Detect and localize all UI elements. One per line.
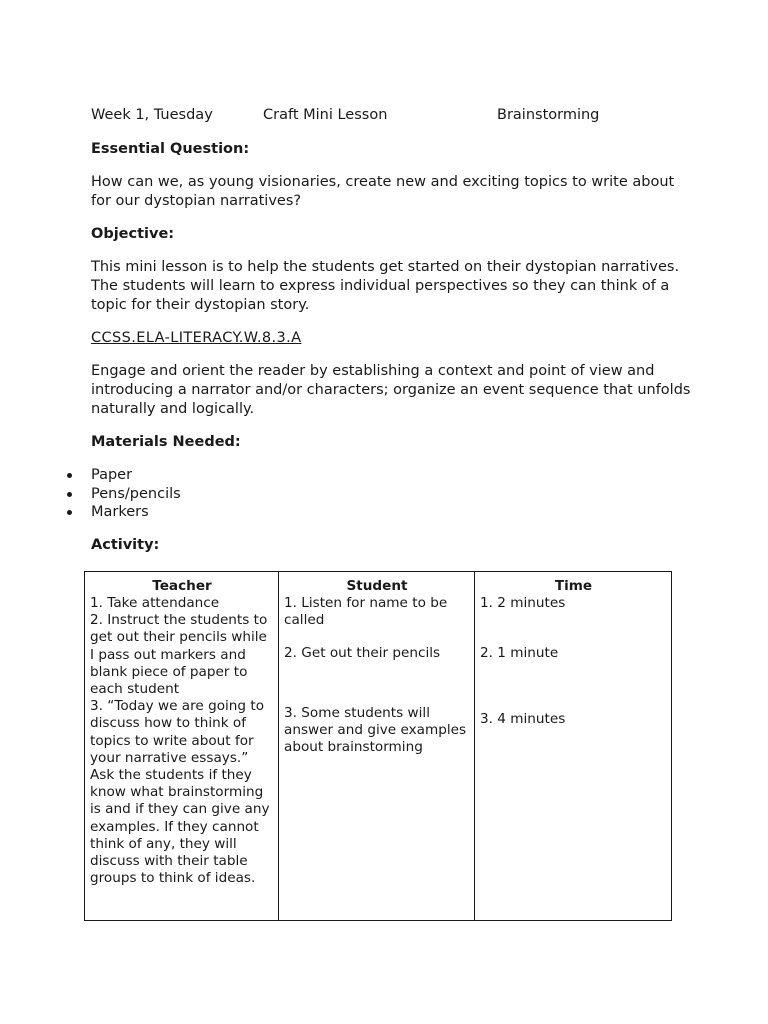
column-header-time: Time <box>475 572 672 596</box>
standard-text: Engage and orient the reader by establishing a context and point of view and introducing a narrator and/or characters; organize an event sequence that unfolds naturally and logically. <box>91 363 691 417</box>
teacher-step-2: 2. Instruct the students to get out their pencils while I pass out markers and blank piece of paper to each student <box>90 612 268 698</box>
list-item <box>91 485 691 504</box>
essential-question-heading: Essential Question: <box>91 141 250 157</box>
time-cell <box>475 595 672 921</box>
bullet-icon <box>67 510 72 515</box>
table-row <box>85 595 672 921</box>
materials-list <box>91 466 691 522</box>
standard-code-link[interactable]: CCSS.ELA-LITERACY.W.8.3.A <box>91 330 302 346</box>
student-step-2: 2. Get out their pencils <box>284 645 441 662</box>
lesson-week: Week 1, Tuesday <box>91 107 213 123</box>
column-header-student: Student <box>279 572 475 596</box>
materials-item: Pens/pencils <box>91 485 181 502</box>
column-header-teacher: Teacher <box>85 572 279 596</box>
teacher-cell <box>85 595 279 921</box>
list-item <box>91 466 691 485</box>
activity-table <box>84 571 672 921</box>
teacher-step-1: 1. Take attendance <box>90 595 220 611</box>
student-cell <box>279 595 475 921</box>
time-step-2: 2. 1 minute <box>480 645 559 662</box>
table-header-row <box>85 572 672 596</box>
bullet-icon <box>67 473 72 478</box>
lesson-type: Craft Mini Lesson <box>263 107 388 123</box>
materials-item: Paper <box>91 467 133 483</box>
objective-heading: Objective: <box>91 226 175 242</box>
student-step-3: 3. Some students will answer and give examples about brainstorming <box>284 704 467 756</box>
list-item <box>91 503 691 522</box>
activity-heading: Activity: <box>91 536 160 553</box>
materials-item: Markers <box>91 504 149 521</box>
time-step-3: 3. 4 minutes <box>480 711 566 728</box>
student-step-1: 1. Listen for name to be called <box>284 595 448 629</box>
lesson-body <box>91 140 691 555</box>
lesson-topic: Brainstorming <box>497 107 600 123</box>
bullet-icon <box>67 492 72 497</box>
materials-heading: Materials Needed: <box>91 434 241 450</box>
essential-question-text: How can we, as young visionaries, create new and exciting topics to write about for our dystopian narratives? <box>91 174 675 209</box>
teacher-step-3: 3. “Today we are going to discuss how to think of topics to write about for your narrative essays.” Ask the students if they know what brainstorming is and if they can give any examples. If they cannot think of any, they will discuss with their table groups to think of ideas. <box>90 698 270 887</box>
time-step-1: 1. 2 minutes <box>480 595 566 611</box>
objective-text: This mini lesson is to help the students get started on their dystopian narratives. The students will learn to express individual perspectives so they can think of a topic for their dystopian story. <box>91 259 680 313</box>
